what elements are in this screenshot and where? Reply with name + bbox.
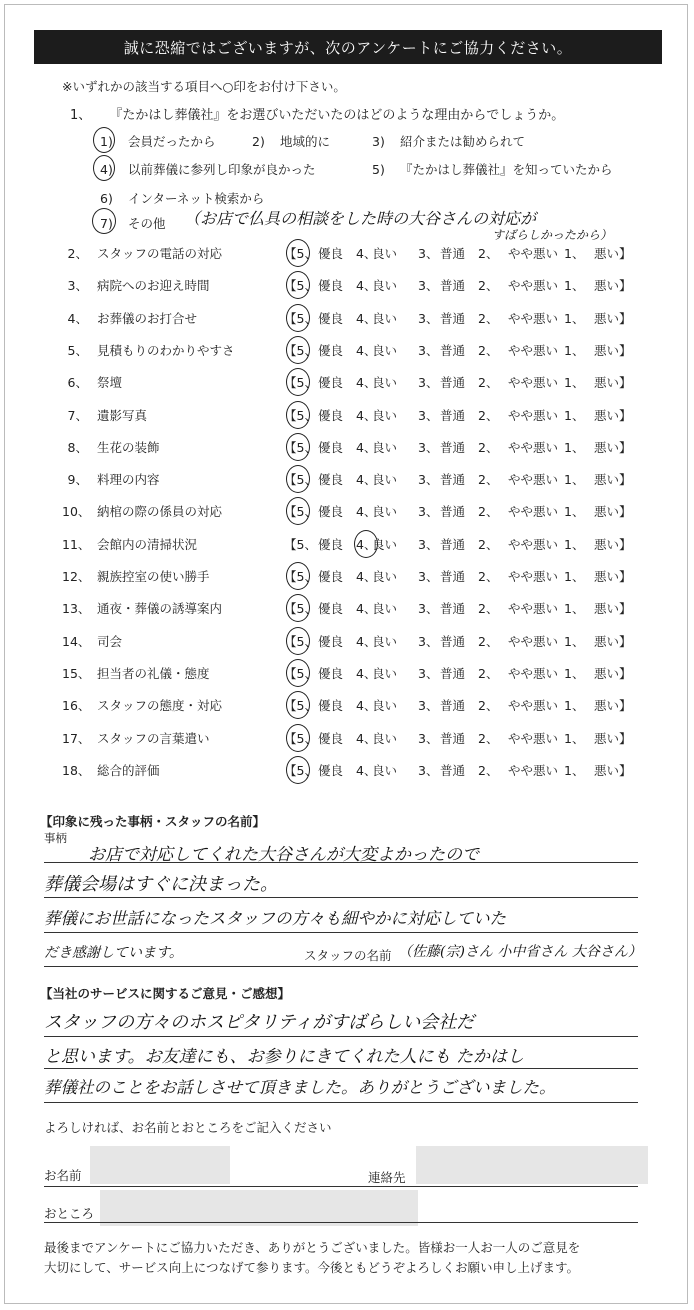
scale-label[interactable]: 【5、	[284, 762, 317, 778]
scale-label: やや悪い	[508, 698, 559, 714]
selection-circle	[286, 659, 310, 687]
question-text: 担当者の礼儀・態度	[97, 665, 210, 681]
scale-label: 悪い】	[594, 698, 632, 714]
scale-label[interactable]: 1、	[564, 504, 585, 520]
footer-line-1: 最後までアンケートにご協力いただき、ありがとうございました。皆様お一人お一人のご意見を	[44, 1240, 581, 1255]
scale-label: 優良	[318, 601, 344, 617]
question-text: 通夜・葬儀の誘導案内	[97, 601, 223, 617]
scale-label[interactable]: 2、	[478, 665, 499, 681]
scale-label: やや悪い	[508, 762, 559, 778]
scale-label[interactable]: 3、	[418, 246, 439, 261]
scale-label: 悪い】	[594, 504, 632, 520]
scale-label: 悪い】	[594, 246, 632, 261]
selection-circle	[286, 497, 310, 525]
scale-label: 良い	[372, 342, 398, 358]
question-text: 会館内の清掃状況	[97, 536, 198, 552]
scale-label: 悪い】	[594, 310, 632, 326]
writing-line	[44, 1102, 638, 1103]
rating-row	[0, 309, 694, 331]
scale-label: やや悪い	[508, 310, 559, 326]
scale-label[interactable]: 【5、	[284, 375, 317, 391]
footer-line-2: 大切にして、サービス向上につなげて参ります。今後ともどうぞよろしくお願い申し上げます。	[44, 1260, 580, 1275]
scale-label: 悪い】	[594, 342, 632, 358]
q1-number: 1、	[70, 108, 92, 123]
scale-label: 普通	[440, 342, 466, 358]
scale-label: やや悪い	[508, 439, 559, 455]
scale-label[interactable]: 2、	[478, 536, 499, 552]
question-number: 2、	[67, 246, 88, 261]
scale-label[interactable]: 1、	[564, 375, 585, 391]
impressions-heading: 【印象に残った事柄・スタッフの名前】	[40, 814, 266, 829]
scale-label: やや悪い	[508, 633, 559, 649]
scale-label[interactable]: 【5、	[284, 633, 317, 649]
opinion-line-1: スタッフの方々のホスピタリティがすばらしい会社だ	[44, 1012, 475, 1033]
scale-label: 悪い】	[594, 665, 632, 681]
scale-label[interactable]: 4、	[356, 278, 377, 294]
question-number: 7、	[67, 407, 88, 423]
scale-label[interactable]: 1、	[564, 698, 585, 714]
scale-label[interactable]: 4、	[356, 601, 377, 617]
scale-label[interactable]: 4、	[356, 698, 377, 714]
rating-row	[0, 502, 694, 524]
scale-label[interactable]: 【5、	[284, 698, 317, 714]
scale-label[interactable]: 3、	[418, 472, 439, 488]
scale-label[interactable]: 3、	[418, 569, 439, 584]
q1-option-4[interactable]: 4) 以前葬儀に参列し印象が良かった	[100, 162, 316, 177]
selection-circle	[286, 756, 310, 784]
scale-label: 悪い】	[594, 762, 632, 778]
phone-field[interactable]	[416, 1146, 648, 1184]
scale-label: 悪い】	[594, 601, 632, 617]
rating-row	[0, 341, 694, 363]
scale-label[interactable]: 【5、	[284, 504, 317, 520]
scale-label[interactable]: 4、	[356, 665, 377, 681]
scale-label[interactable]: 2、	[478, 472, 499, 488]
writing-line	[44, 1186, 638, 1187]
scale-label[interactable]: 3、	[418, 601, 439, 617]
scale-label[interactable]: 1、	[564, 246, 585, 261]
scale-label[interactable]: 4、	[356, 472, 377, 488]
scale-label: 普通	[440, 246, 466, 261]
scale-label: 悪い】	[594, 472, 632, 488]
scale-label: 優良	[318, 375, 344, 391]
question-number: 4、	[67, 310, 88, 326]
question-text: 祭壇	[97, 375, 123, 391]
scale-label[interactable]: 1、	[564, 536, 585, 552]
question-text: お葬儀のお打合せ	[97, 310, 198, 326]
selection-circle	[286, 465, 310, 493]
scale-label: 普通	[440, 569, 466, 584]
scale-label[interactable]: 3、	[418, 278, 439, 294]
selection-circle	[93, 155, 115, 181]
opinion-line-3: 葬儀社のことをお話しさせて頂きました。ありがとうございました。	[44, 1078, 556, 1097]
scale-label: 普通	[440, 310, 466, 326]
scale-label[interactable]: 2、	[478, 633, 499, 649]
impression-line-3: 葬儀にお世話になったスタッフの方々も細やかに対応していた	[44, 909, 506, 928]
question-number: 13、	[62, 601, 91, 617]
scale-label: 悪い】	[594, 407, 632, 423]
scale-label[interactable]: 1、	[564, 569, 585, 584]
scale-label[interactable]: 【5、	[284, 569, 317, 584]
q1-option-3[interactable]: 3) 紹介または勧められて	[372, 134, 526, 149]
scale-label[interactable]: 4、	[356, 633, 377, 649]
opinion-line-2: と思います。お友達にも、お参りにきてくれた人にも たかはし	[44, 1047, 525, 1067]
q1-other-handwriting-2: すばらしかったから）	[492, 228, 613, 242]
scale-label[interactable]: 【5、	[284, 472, 317, 488]
scale-label: 悪い】	[594, 536, 632, 552]
scale-label: 良い	[372, 698, 398, 714]
question-text: 納棺の際の係員の対応	[97, 504, 223, 520]
scale-label: 悪い】	[594, 278, 632, 294]
scale-label[interactable]: 2、	[478, 569, 499, 584]
question-text: 遺影写真	[97, 407, 148, 423]
scale-label: 良い	[372, 375, 398, 391]
scale-label[interactable]: 2、	[478, 278, 499, 294]
scale-label: 優良	[318, 665, 344, 681]
rating-row	[0, 244, 694, 266]
scale-label: 優良	[318, 698, 344, 714]
header-banner: 誠に恐縮ではございますが、次のアンケートにご協力ください。	[34, 30, 662, 64]
scale-label: やや悪い	[508, 246, 559, 261]
scale-label[interactable]: 【5、	[284, 246, 317, 261]
scale-label[interactable]: 3、	[418, 730, 439, 746]
scale-label[interactable]: 3、	[418, 698, 439, 714]
scale-label: 良い	[372, 536, 398, 552]
scale-label[interactable]: 1、	[564, 278, 585, 294]
selection-circle	[286, 304, 310, 332]
scale-label[interactable]: 3、	[418, 375, 439, 391]
scale-label[interactable]: 【5、	[284, 342, 317, 358]
scale-label[interactable]: 【5、	[284, 310, 317, 326]
address-label: おところ	[44, 1206, 95, 1221]
scale-label: やや悪い	[508, 278, 559, 294]
scale-label: 良い	[372, 601, 398, 617]
scale-label[interactable]: 1、	[564, 633, 585, 649]
scale-label: 普通	[440, 698, 466, 714]
scale-label: 良い	[372, 246, 398, 261]
scale-label[interactable]: 2、	[478, 375, 499, 391]
question-number: 8、	[67, 439, 88, 455]
scale-label: 普通	[440, 665, 466, 681]
impressions-label: 事柄	[44, 831, 67, 845]
scale-label[interactable]: 4、	[356, 439, 377, 455]
scale-label[interactable]: 【5、	[284, 439, 317, 455]
scale-label[interactable]: 4、	[356, 730, 377, 746]
scale-label[interactable]: 【5、	[284, 536, 317, 552]
scale-label: 普通	[440, 278, 466, 294]
q1-title-text: 『たかはし葬儀社』をお選びいただいたのはどのような理由からでしょうか。	[109, 108, 565, 123]
scale-label: 悪い】	[594, 375, 632, 391]
writing-line	[44, 1068, 638, 1069]
question-text: 料理の内容	[97, 472, 160, 488]
scale-label[interactable]: 3、	[418, 310, 439, 326]
writing-line	[44, 897, 638, 898]
scale-label[interactable]: 2、	[478, 407, 499, 423]
rating-row	[0, 535, 694, 557]
scale-label: 普通	[440, 730, 466, 746]
scale-label[interactable]: 1、	[564, 310, 585, 326]
selection-circle	[286, 368, 310, 396]
question-text: 病院へのお迎え時間	[97, 278, 210, 294]
name-label: お名前	[44, 1168, 82, 1183]
writing-line	[44, 932, 638, 933]
scale-label[interactable]: 2、	[478, 504, 499, 520]
question-number: 6、	[67, 375, 88, 391]
selection-circle	[286, 401, 310, 429]
scale-label: 普通	[440, 407, 466, 423]
impression-line-1: お店で対応してくれた大谷さんが大変よかったので	[88, 845, 479, 865]
scale-label[interactable]: 4、	[356, 246, 377, 261]
question-number: 17、	[62, 730, 91, 746]
scale-label[interactable]: 【5、	[284, 407, 317, 423]
rating-row	[0, 696, 694, 718]
question-number: 5、	[67, 342, 88, 358]
scale-label[interactable]: 4、	[356, 375, 377, 391]
scale-label: 優良	[318, 730, 344, 746]
scale-label[interactable]: 1、	[564, 730, 585, 746]
scale-label: やや悪い	[508, 730, 559, 746]
selection-circle	[286, 336, 310, 364]
scale-label: 優良	[318, 569, 344, 584]
scale-label: 優良	[318, 278, 344, 294]
scale-label: 優良	[318, 472, 344, 488]
scale-label: 悪い】	[594, 730, 632, 746]
q1-other-handwriting-1: （お店で仏具の相談をした時の大谷さんの対応が	[184, 209, 537, 228]
scale-label[interactable]: 4、	[356, 569, 377, 584]
scale-label[interactable]: 4、	[356, 407, 377, 423]
scale-label[interactable]: 3、	[418, 504, 439, 520]
question-number: 14、	[62, 633, 91, 649]
scale-label: やや悪い	[508, 569, 559, 584]
scale-label[interactable]: 1、	[564, 342, 585, 358]
scale-label: やや悪い	[508, 504, 559, 520]
scale-label: 良い	[372, 439, 398, 455]
scale-label: 普通	[440, 536, 466, 552]
phone-label: 連絡先	[368, 1170, 406, 1185]
scale-label[interactable]: 2、	[478, 310, 499, 326]
address-field[interactable]	[100, 1190, 418, 1226]
staff-name-label: スタッフの名前	[304, 948, 392, 963]
scale-label[interactable]: 4、	[356, 310, 377, 326]
selection-circle	[92, 208, 116, 234]
scale-label[interactable]: 1、	[564, 665, 585, 681]
question-text: 見積もりのわかりやすさ	[97, 342, 235, 358]
scale-label[interactable]: 【5、	[284, 730, 317, 746]
scale-label[interactable]: 4、	[356, 536, 377, 552]
question-text: 親族控室の使い勝手	[97, 569, 210, 584]
impression-line-4: だき感謝しています。	[44, 945, 183, 961]
scale-label[interactable]: 3、	[418, 342, 439, 358]
scale-label: やや悪い	[508, 375, 559, 391]
scale-label: 悪い】	[594, 569, 632, 584]
scale-label: 良い	[372, 407, 398, 423]
writing-line	[44, 862, 638, 863]
scale-label[interactable]: 4、	[356, 504, 377, 520]
selection-circle	[286, 691, 310, 719]
rating-row	[0, 632, 694, 654]
question-number: 3、	[67, 278, 88, 294]
scale-label: やや悪い	[508, 601, 559, 617]
selection-circle	[286, 627, 310, 655]
question-text: 生花の装飾	[97, 439, 160, 455]
scale-label: 悪い】	[594, 439, 632, 455]
writing-line	[44, 1036, 638, 1037]
rating-row	[0, 470, 694, 492]
selection-circle	[93, 127, 115, 153]
impression-line-2: 葬儀会場はすぐに決まった。	[44, 874, 278, 895]
scale-label: 普通	[440, 633, 466, 649]
scale-label: 普通	[440, 375, 466, 391]
scale-label[interactable]: 2、	[478, 439, 499, 455]
scale-label: 良い	[372, 278, 398, 294]
scale-label: 良い	[372, 762, 398, 778]
scale-label: 良い	[372, 472, 398, 488]
rating-row	[0, 276, 694, 298]
scale-label[interactable]: 【5、	[284, 601, 317, 617]
rating-row	[0, 761, 694, 783]
scale-label: 優良	[318, 342, 344, 358]
scale-label[interactable]: 1、	[564, 762, 585, 778]
question-text: スタッフの電話の対応	[97, 246, 223, 261]
instruction-note: ※いずれかの該当する項目へ○印をお付け下さい。	[62, 79, 346, 94]
scale-label: 良い	[372, 569, 398, 584]
q1-option-1[interactable]: 1) 会員だったから	[100, 134, 216, 149]
question-number: 18、	[62, 762, 91, 778]
opinions-heading: 【当社のサービスに関するご意見・ご感想】	[40, 986, 291, 1001]
q1-option-5[interactable]: 5) 『たかはし葬儀社』を知っていたから	[372, 162, 613, 177]
question-number: 16、	[62, 698, 91, 714]
scale-label: 優良	[318, 246, 344, 261]
rating-row	[0, 729, 694, 751]
scale-label[interactable]: 1、	[564, 601, 585, 617]
scale-label: 悪い】	[594, 633, 632, 649]
q1-option-7[interactable]: 7) その他	[100, 216, 166, 231]
scale-label: 普通	[440, 762, 466, 778]
scale-label: 普通	[440, 472, 466, 488]
scale-label: 普通	[440, 439, 466, 455]
writing-line	[44, 1222, 638, 1223]
scale-label: 普通	[440, 601, 466, 617]
q1-option-2[interactable]: 2) 地域的に	[252, 134, 331, 149]
rating-row	[0, 438, 694, 460]
scale-label[interactable]: 2、	[478, 730, 499, 746]
question-number: 10、	[62, 504, 91, 520]
scale-label[interactable]: 1、	[564, 439, 585, 455]
scale-label: 優良	[318, 504, 344, 520]
scale-label[interactable]: 1、	[564, 407, 585, 423]
scale-label: 良い	[372, 310, 398, 326]
question-number: 12、	[62, 569, 91, 584]
rating-row	[0, 567, 694, 589]
scale-label: 優良	[318, 762, 344, 778]
question-number: 11、	[62, 536, 91, 552]
footer-text	[44, 1238, 644, 1278]
scale-label[interactable]: 2、	[478, 762, 499, 778]
question-text: 総合的評価	[97, 762, 160, 778]
scale-label: やや悪い	[508, 342, 559, 358]
selection-circle	[354, 530, 378, 558]
scale-label: 優良	[318, 407, 344, 423]
question-text: スタッフの態度・対応	[97, 698, 223, 714]
rating-row	[0, 373, 694, 395]
scale-label[interactable]: 2、	[478, 601, 499, 617]
selection-circle	[286, 271, 310, 299]
scale-label[interactable]: 3、	[418, 407, 439, 423]
name-field[interactable]	[90, 1146, 230, 1184]
scale-label: やや悪い	[508, 536, 559, 552]
staff-names: （佐藤(宗)さん 小中省さん 大谷さん）	[398, 944, 642, 960]
scale-label[interactable]: 2、	[478, 246, 499, 261]
scale-label: 優良	[318, 310, 344, 326]
scale-label[interactable]: 2、	[478, 342, 499, 358]
scale-label[interactable]: 4、	[356, 762, 377, 778]
question-text: スタッフの言葉遣い	[97, 730, 210, 746]
scale-label: 良い	[372, 633, 398, 649]
selection-circle	[286, 724, 310, 752]
question-number: 9、	[67, 472, 88, 488]
question-text: 司会	[97, 633, 123, 649]
scale-label: 優良	[318, 536, 344, 552]
question-number: 15、	[62, 665, 91, 681]
selection-circle	[286, 433, 310, 461]
q1-title	[70, 104, 564, 123]
scale-label[interactable]: 3、	[418, 536, 439, 552]
rating-row	[0, 599, 694, 621]
scale-label: 良い	[372, 730, 398, 746]
scale-label: 良い	[372, 504, 398, 520]
scale-label: 普通	[440, 504, 466, 520]
scale-label: 優良	[318, 633, 344, 649]
rating-row	[0, 406, 694, 428]
selection-circle	[286, 239, 310, 267]
scale-label[interactable]: 3、	[418, 665, 439, 681]
scale-label[interactable]: 【5、	[284, 278, 317, 294]
scale-label[interactable]: 4、	[356, 342, 377, 358]
contact-prompt: よろしければ、お名前とおところをご記入ください	[44, 1120, 332, 1135]
scale-label: 良い	[372, 665, 398, 681]
q1-option-6[interactable]: 6) インターネット検索から	[100, 191, 265, 206]
scale-label: やや悪い	[508, 472, 559, 488]
selection-circle	[286, 594, 310, 622]
scale-label: やや悪い	[508, 407, 559, 423]
scale-label[interactable]: 3、	[418, 762, 439, 778]
selection-circle	[286, 562, 310, 590]
scale-label[interactable]: 1、	[564, 472, 585, 488]
scale-label[interactable]: 3、	[418, 633, 439, 649]
scale-label: やや悪い	[508, 665, 559, 681]
scale-label[interactable]: 2、	[478, 698, 499, 714]
scale-label[interactable]: 【5、	[284, 665, 317, 681]
scale-label[interactable]: 3、	[418, 439, 439, 455]
rating-row	[0, 664, 694, 686]
writing-line	[44, 966, 638, 967]
scale-label: 優良	[318, 439, 344, 455]
